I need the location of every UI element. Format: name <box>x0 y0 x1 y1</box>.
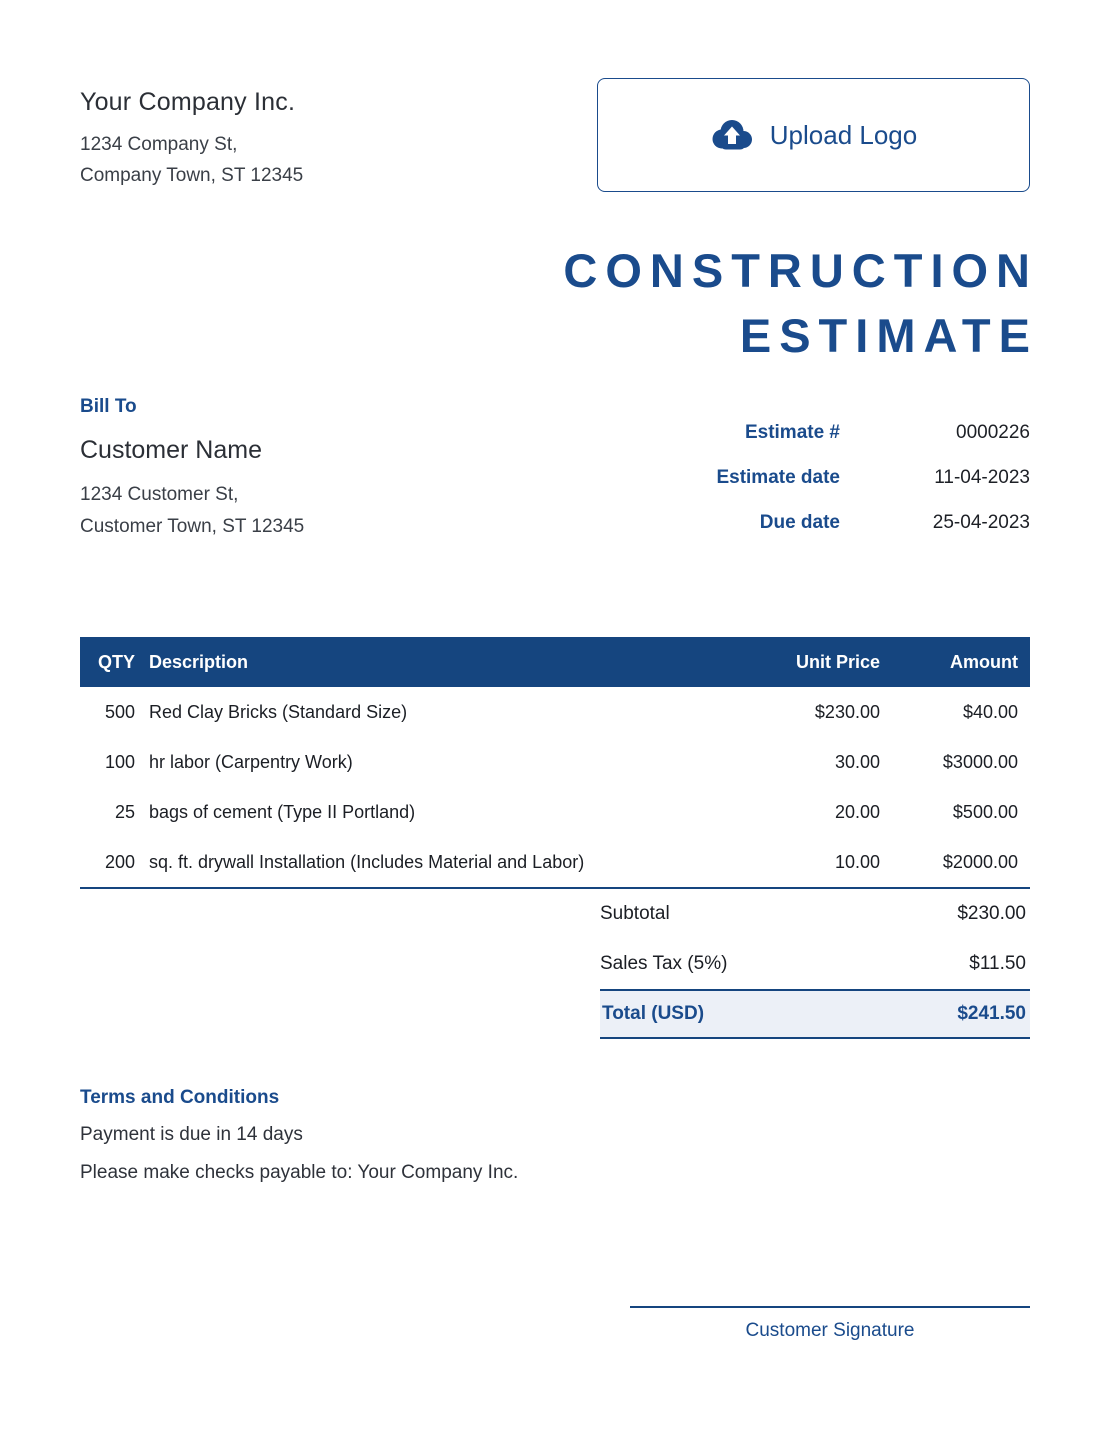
table-row <box>80 787 1030 837</box>
estimate-date-row <box>600 467 1030 512</box>
row-qty: 200 <box>104 851 135 872</box>
line-items-table <box>80 637 1030 889</box>
terms-section <box>80 1087 1030 1185</box>
customer-name: Customer Name <box>80 436 262 464</box>
total-label: Total (USD) <box>602 1003 705 1024</box>
upload-logo-label: Upload Logo <box>769 119 918 150</box>
document-title-line1: CONSTRUCTION <box>563 244 1038 297</box>
due-date-label: Due date <box>759 512 840 533</box>
amount-column-header: Amount <box>950 651 1018 672</box>
qty-column-header: QTY <box>97 651 135 672</box>
estimate-number-label: Estimate # <box>744 422 840 443</box>
customer-address <box>80 479 304 543</box>
customer-signature-block <box>630 1306 1030 1342</box>
subtotal-row <box>600 889 1030 939</box>
document-title-line2: ESTIMATE <box>739 309 1038 362</box>
terms-title: Terms and Conditions <box>80 1087 280 1108</box>
table-row <box>80 737 1030 787</box>
terms-line2: Please make checks payable to: Your Company Inc. <box>80 1162 519 1183</box>
table-header-row <box>80 637 1030 687</box>
customer-signature-label: Customer Signature <box>745 1320 915 1341</box>
header-row <box>80 78 1030 192</box>
row-description: sq. ft. drywall Installation (Includes Material and Labor) <box>149 851 585 872</box>
estimate-meta <box>600 422 1030 557</box>
sales-tax-row <box>600 939 1030 989</box>
estimate-number-value: 0000226 <box>956 422 1030 443</box>
terms-line1: Payment is due in 14 days <box>80 1124 303 1145</box>
company-address-line1: 1234 Company St, <box>80 134 238 155</box>
cloud-upload-icon <box>710 118 754 152</box>
total-row <box>600 989 1030 1039</box>
subtotal-value: $230.00 <box>957 903 1026 924</box>
row-unit-price: 10.00 <box>834 851 880 872</box>
subtotal-label: Subtotal <box>600 903 670 924</box>
company-info <box>80 78 303 191</box>
row-amount: $3000.00 <box>942 751 1018 772</box>
estimate-date-label: Estimate date <box>716 467 840 488</box>
row-description: Red Clay Bricks (Standard Size) <box>149 701 408 722</box>
row-qty: 500 <box>104 701 135 722</box>
row-unit-price: $230.00 <box>814 701 880 722</box>
table-body <box>80 687 1030 889</box>
row-amount: $40.00 <box>962 701 1018 722</box>
row-amount: $2000.00 <box>942 851 1018 872</box>
due-date-row <box>600 512 1030 557</box>
sales-tax-label: Sales Tax (5%) <box>600 953 728 974</box>
row-amount: $500.00 <box>952 801 1018 822</box>
row-description: hr labor (Carpentry Work) <box>149 751 353 772</box>
due-date-value: 25-04-2023 <box>932 512 1030 533</box>
customer-address-line2: Customer Town, ST 12345 <box>80 516 305 537</box>
row-qty: 25 <box>114 801 135 822</box>
totals-section <box>600 889 1030 1039</box>
bill-to-label: Bill To <box>80 396 137 417</box>
row-description: bags of cement (Type II Portland) <box>149 801 416 822</box>
company-address-line2: Company Town, ST 12345 <box>80 165 304 186</box>
customer-address-line1: 1234 Customer St, <box>80 484 239 505</box>
table-row <box>80 837 1030 887</box>
upload-logo-button[interactable] <box>597 78 1030 192</box>
row-unit-price: 20.00 <box>834 801 880 822</box>
bill-to-section <box>80 396 304 557</box>
estimate-number-row <box>600 422 1030 467</box>
description-column-header: Description <box>149 651 249 672</box>
estimate-date-value: 11-04-2023 <box>934 467 1030 488</box>
row-unit-price: 30.00 <box>834 751 880 772</box>
company-address <box>80 129 303 191</box>
info-row <box>80 396 1030 557</box>
document-title <box>80 238 1038 368</box>
company-name: Your Company Inc. <box>80 88 296 116</box>
row-qty: 100 <box>104 751 135 772</box>
unit-price-column-header: Unit Price <box>795 651 880 672</box>
table-row <box>80 687 1030 737</box>
sales-tax-value: $11.50 <box>969 953 1026 974</box>
total-value: $241.50 <box>957 1003 1026 1024</box>
